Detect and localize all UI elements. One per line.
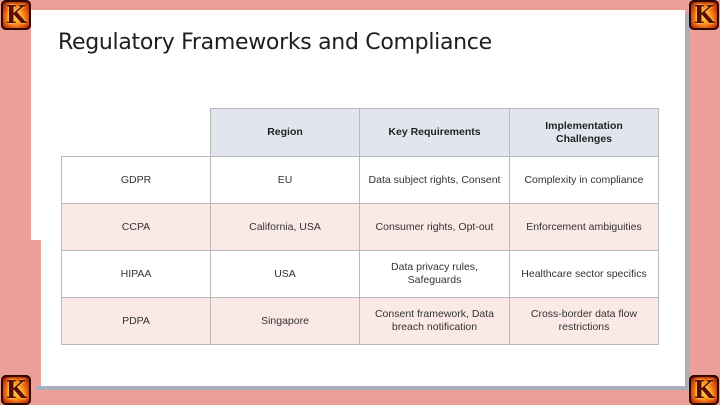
corner-logo-top-right bbox=[689, 0, 719, 30]
table-row bbox=[62, 298, 659, 345]
regulations-table bbox=[61, 108, 659, 345]
cell-region: Singapore bbox=[211, 298, 360, 345]
corner-logo-bottom-right bbox=[689, 375, 719, 405]
cell-region: EU bbox=[211, 157, 360, 204]
cell-implementation-challenges: Cross-border data flow restrictions bbox=[510, 298, 659, 345]
corner-logo-top-left bbox=[1, 0, 31, 30]
cell-implementation-challenges: Healthcare sector specifics bbox=[510, 251, 659, 298]
slide-title: Regulatory Frameworks and Compliance bbox=[58, 30, 492, 55]
logo-letter: K bbox=[693, 0, 715, 29]
cell-implementation-challenges: Enforcement ambiguities bbox=[510, 204, 659, 251]
table-row bbox=[62, 251, 659, 298]
table-row bbox=[62, 204, 659, 251]
header-cell-implementation-challenges: Implementation Challenges bbox=[510, 109, 659, 157]
header-cell-empty bbox=[62, 109, 211, 157]
header-cell-key-requirements: Key Requirements bbox=[360, 109, 510, 157]
cell-key-requirements: Data subject rights, Consent bbox=[360, 157, 510, 204]
cell-regulation: HIPAA bbox=[62, 251, 211, 298]
cell-regulation: CCPA bbox=[62, 204, 211, 251]
cell-key-requirements: Consumer rights, Opt-out bbox=[360, 204, 510, 251]
logo-letter: K bbox=[5, 375, 27, 404]
corner-logo-bottom-left bbox=[1, 375, 31, 405]
cell-key-requirements: Consent framework, Data breach notification bbox=[360, 298, 510, 345]
cell-regulation: GDPR bbox=[62, 157, 211, 204]
table-row bbox=[62, 157, 659, 204]
cell-region: California, USA bbox=[211, 204, 360, 251]
cell-key-requirements: Data privacy rules, Safeguards bbox=[360, 251, 510, 298]
logo-letter: K bbox=[5, 0, 27, 29]
table-header-row bbox=[62, 109, 659, 157]
slide-frame-notch bbox=[31, 240, 41, 386]
cell-regulation: PDPA bbox=[62, 298, 211, 345]
logo-letter: K bbox=[693, 375, 715, 404]
header-cell-region: Region bbox=[211, 109, 360, 157]
cell-region: USA bbox=[211, 251, 360, 298]
cell-implementation-challenges: Complexity in compliance bbox=[510, 157, 659, 204]
